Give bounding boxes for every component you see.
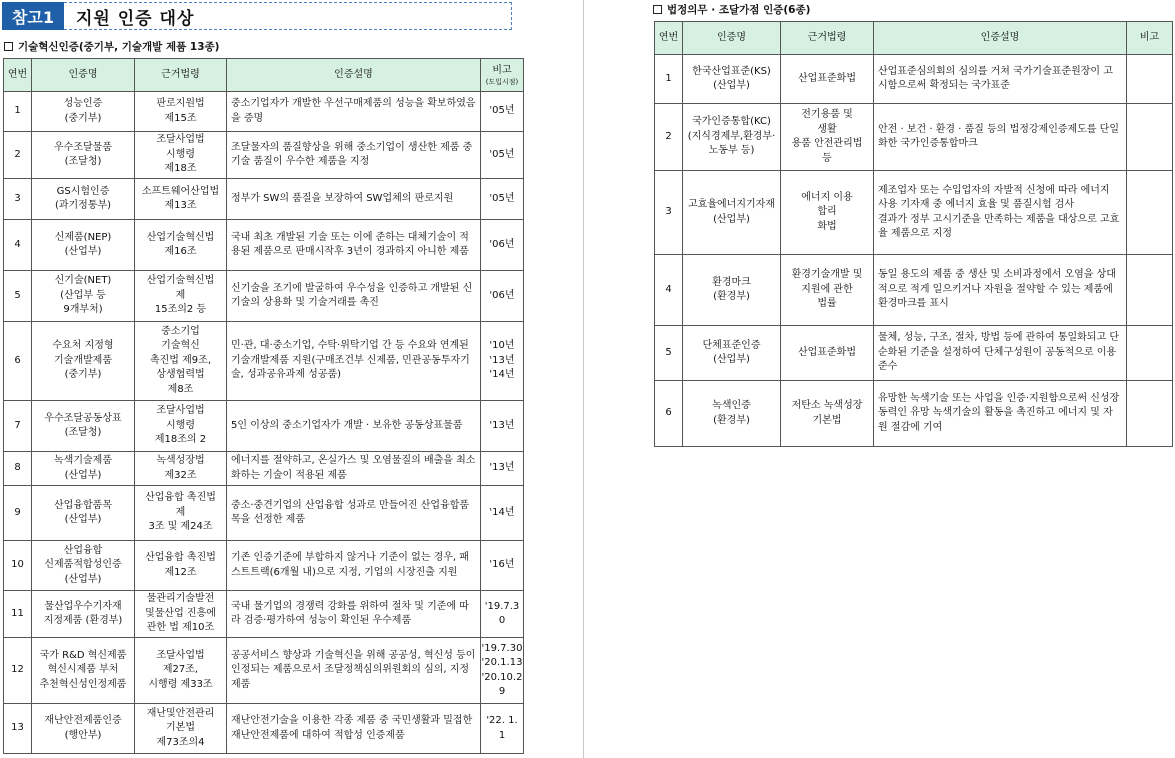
cell-no: 2 [4,132,32,179]
legal-procurement-table [654,21,1173,447]
cell-desc: 국내 물기업의 경쟁력 강화를 위하여 절차 및 기준에 따라 검증·평가하여 성능이 확인된 우수제품 [227,591,481,638]
table-row [4,271,524,322]
cell-name: 산업융합 신제품적합성인증 (산업부) [32,541,135,591]
checkbox-square-icon [653,5,662,14]
cell-desc: 물체, 성능, 구조, 절차, 방법 등에 관하여 통일화되고 단순화된 기준을 설정하여 단체구성원이 공동적으로 이용 준수 [874,326,1127,381]
cell-name: 녹색기술제품 (산업부) [32,452,135,486]
cell-desc: 기존 인증기준에 부합하지 않거나 기준이 없는 경우, 패스트트랙(6개월 내)으로 지정, 기업의 시장진출 지원 [227,541,481,591]
cell-name: 환경마크 (환경부) [683,255,781,326]
cell-law: 산업표준화법 [781,55,874,104]
col-header-remark: 비고 [1127,22,1173,55]
cell-name: 성능인증 (중기부) [32,92,135,132]
cell-law: 산업기술혁신법 제 15조의2 등 [135,271,227,322]
table-row [4,220,524,271]
col-header-remark-text: 비고 [492,65,512,77]
table-row [4,638,524,704]
checkbox-square-icon [4,42,13,51]
cell-law: 중소기업 기술혁신 촉진법 제9조, 상생협력법 제8조 [135,322,227,401]
table-row [655,381,1173,447]
cell-desc: 정부가 SW의 품질을 보장하여 SW업체의 판로지원 [227,179,481,220]
cell-no: 8 [4,452,32,486]
table-row [4,179,524,220]
cell-remark: '16년 [481,541,524,591]
cell-no: 12 [4,638,32,704]
cell-remark: '06년 [481,220,524,271]
table-row [655,171,1173,255]
cell-desc: 유망한 녹색기술 또는 사업을 인증·지원함으로써 신성장 동력인 유망 녹색기술의 활동을 촉진하고 에너지 및 자원 절감에 기여 [874,381,1127,447]
cell-law: 산업융합 촉진법 제12조 [135,541,227,591]
cell-remark: '13년 [481,452,524,486]
cell-no: 11 [4,591,32,638]
cell-desc: 국내 최초 개발된 기술 또는 이에 준하는 대체기술이 적용된 제품으로 판매시작후 3년이 경과하지 아니한 제품 [227,220,481,271]
cell-no: 10 [4,541,32,591]
cell-desc: 5인 이상의 중소기업자가 개발 · 보유한 공동상표물품 [227,401,481,452]
cell-remark: '19.7.3 0 [481,591,524,638]
cell-no: 2 [655,104,683,171]
cell-law: 조달사업법 시행령 제18조의 2 [135,401,227,452]
page-divider [583,0,584,758]
cell-remark: '05년 [481,92,524,132]
cell-remark [1127,255,1173,326]
cell-no: 4 [4,220,32,271]
right-section-heading [653,2,810,17]
cell-name: 국가인증통합(KC) (지식경제부,환경부· 노동부 등) [683,104,781,171]
table-row [4,401,524,452]
title-text: 지원 인증 대상 [64,2,512,30]
cell-desc: 중소·중견기업의 산업융합 성과로 만들어진 산업융합품목을 선정한 제품 [227,486,481,541]
cell-remark: '14년 [481,486,524,541]
table-row [655,55,1173,104]
cell-name: GS시험인증 (과기정통부) [32,179,135,220]
left-section-heading-text: 기술혁신인증(중기부, 기술개발 제품 13종) [18,41,220,53]
cell-remark: '13년 [481,401,524,452]
cell-name: 물산업우수기자재 지정제품 (환경부) [32,591,135,638]
table-row [4,704,524,754]
cell-no: 6 [655,381,683,447]
table-header-row [4,59,524,92]
cell-remark [1127,171,1173,255]
cell-no: 3 [655,171,683,255]
cell-remark [1127,55,1173,104]
cell-no: 6 [4,322,32,401]
cell-desc: 산업표준심의회의 심의를 거쳐 국가기술표준원장이 고시함으로써 확정되는 국가표준 [874,55,1127,104]
cell-name: 한국산업표준(KS) (산업부) [683,55,781,104]
table-row [4,322,524,401]
cell-no: 1 [4,92,32,132]
cell-law: 소프트웨어산업법 제13조 [135,179,227,220]
cell-remark: '05년 [481,179,524,220]
table-row [4,541,524,591]
cell-remark [1127,104,1173,171]
table-row [4,92,524,132]
table-row [4,132,524,179]
cell-no: 1 [655,55,683,104]
cell-remark [1127,381,1173,447]
cell-law: 물관리기술발전 및물산업 진흥에 관한 법 제10조 [135,591,227,638]
cell-remark: '22. 1. 1 [481,704,524,754]
col-header-no: 연번 [4,59,32,92]
cell-name: 재난안전제품인증 (행안부) [32,704,135,754]
cell-name: 국가 R&D 혁신제품 혁신시제품 부처 추천혁신성인정제품 [32,638,135,704]
cell-name: 우수조달공동상표 (조달청) [32,401,135,452]
cell-remark: '19.7.30 '20.1.13 '20.10.2 9 [481,638,524,704]
cell-remark: '06년 [481,271,524,322]
cell-law: 조달사업법 제27조, 시행령 제33조 [135,638,227,704]
cell-name: 녹색인증 (환경부) [683,381,781,447]
cell-desc: 제조업자 또는 수입업자의 자발적 신청에 따라 에너지 사용 기자재 중 에너지 효율 및 품질시험 검사 결과가 정부 고시기준을 만족하는 제품을 대상으로 고효율 제품으로 지정 [874,171,1127,255]
left-section-heading [4,39,219,54]
table-row [4,591,524,638]
title-tag: 참고1 [2,2,64,30]
cell-name: 우수조달물품 (조달청) [32,132,135,179]
page-title [2,2,512,30]
table-row [4,486,524,541]
cell-law: 저탄소 녹색성장 기본법 [781,381,874,447]
cell-law: 전기용품 및 생활 용품 안전관리법 등 [781,104,874,171]
cell-name: 고효율에너지기자재 (산업부) [683,171,781,255]
cell-no: 3 [4,179,32,220]
cell-no: 5 [655,326,683,381]
col-header-remark [481,59,524,92]
table-header-row [655,22,1173,55]
cell-desc: 민·관, 대·중소기업, 수탁·위탁기업 간 등 수요와 연계된 기술개발제품 지원(구매조건부 신제품, 민관공동투자기술, 성과공유과제 성공품) [227,322,481,401]
table-row [4,452,524,486]
col-header-name: 인증명 [683,22,781,55]
cell-no: 13 [4,704,32,754]
cell-no: 4 [655,255,683,326]
cell-name: 수요처 지정형 기술개발제품 (중기부) [32,322,135,401]
cell-law: 산업기술혁신법 제16조 [135,220,227,271]
cell-desc: 재난안전기술을 이용한 각종 제품 중 국민생활과 밀접한 재난안전제품에 대하여 적합성 인증제품 [227,704,481,754]
cell-desc: 중소기업자가 개발한 우선구매제품의 성능을 확보하였음을 증명 [227,92,481,132]
cell-remark: '05년 [481,132,524,179]
cell-desc: 안전 · 보건 · 환경 · 품질 등의 법정강제인증제도를 단일화한 국가인증통합마크 [874,104,1127,171]
col-header-name: 인증명 [32,59,135,92]
cell-desc: 신기술을 조기에 발굴하여 우수성을 인증하고 개발된 신기술의 상용화 및 기술거래를 촉진 [227,271,481,322]
col-header-no: 연번 [655,22,683,55]
cell-law: 녹색성장법 제32조 [135,452,227,486]
cell-name: 단체표준인증 (산업부) [683,326,781,381]
page-gutter [560,0,590,758]
table-row [655,104,1173,171]
cell-law: 에너지 이용 합리 화법 [781,171,874,255]
cell-name: 신기술(NET) (산업부 등 9개부처) [32,271,135,322]
col-header-desc: 인증설명 [227,59,481,92]
cell-no: 5 [4,271,32,322]
table-row [655,326,1173,381]
cell-law: 산업표준화법 [781,326,874,381]
cell-law: 조달사업법 시행령 제18조 [135,132,227,179]
cell-law: 재난및안전관리 기본법 제73조의4 [135,704,227,754]
cell-desc: 동일 용도의 제품 중 생산 및 소비과정에서 오염을 상대적으로 적게 일으키거나 자원을 절약할 수 있는 제품에 환경마크를 표시 [874,255,1127,326]
right-section-heading-text: 법정의무 · 조달가점 인증(6종) [667,4,811,16]
col-header-law: 근거법령 [135,59,227,92]
col-header-desc: 인증설명 [874,22,1127,55]
cell-law: 환경기술개발 및 지원에 관한 법률 [781,255,874,326]
cell-law: 산업융합 촉진법 제 3조 및 제24조 [135,486,227,541]
table-row [655,255,1173,326]
cell-no: 7 [4,401,32,452]
cell-name: 신제품(NEP) (산업부) [32,220,135,271]
cell-name: 산업융합품목 (산업부) [32,486,135,541]
col-header-law: 근거법령 [781,22,874,55]
col-header-remark-sub: (도입시점) [485,77,519,86]
tech-innovation-table [3,58,524,754]
cell-remark: '10년 '13년 '14년 [481,322,524,401]
cell-desc: 조달물자의 품질향상을 위해 중소기업이 생산한 제품 중 기술 품질이 우수한 제품을 지정 [227,132,481,179]
cell-no: 9 [4,486,32,541]
cell-desc: 에너지를 절약하고, 온실가스 및 오염물질의 배출을 최소화하는 기술이 적용된 제품 [227,452,481,486]
cell-remark [1127,326,1173,381]
cell-law: 판로지원법 제15조 [135,92,227,132]
cell-desc: 공공서비스 향상과 기술혁신을 위해 공공성, 혁신성 등이 인정되는 제품으로서 조달정책심의위원회의 심의, 지정제품 [227,638,481,704]
